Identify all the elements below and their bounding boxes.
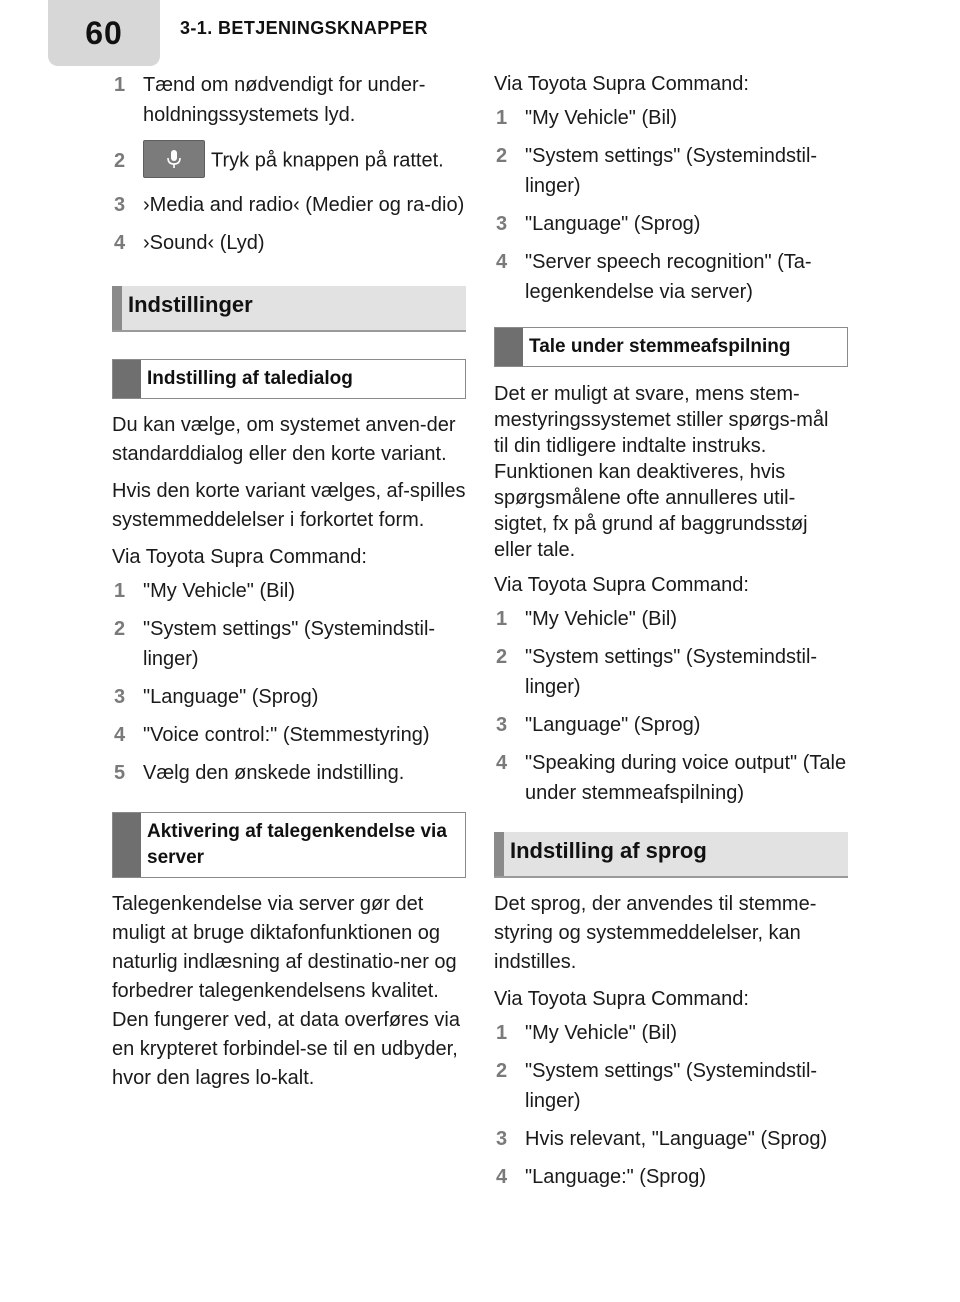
microphone-icon: [165, 149, 183, 169]
subheading-server-recognition: Aktivering af talegenkendelse via server: [112, 812, 466, 878]
step-item: 1 "My Vehicle" (Bil): [496, 1022, 678, 1044]
step-text: "Language" (Sprog): [525, 714, 701, 736]
paragraph: Via Toyota Supra Command:: [112, 546, 367, 568]
step-item: 4 "Voice control:" (Stemmestyring): [114, 724, 430, 746]
step-item: 2 "System settings" (Systemindstil-linger): [496, 145, 818, 197]
paragraph: Via Toyota Supra Command:: [494, 73, 749, 95]
page-number: 60: [85, 14, 123, 51]
left-column: [112, 66, 466, 1101]
paragraph: Hvis den korte variant vælges, af-spilles systemmeddelelser i forkortet form.: [112, 480, 466, 531]
step-item: 3 Hvis relevant, "Language" (Sprog): [496, 1128, 828, 1150]
step-text: "Language:" (Sprog): [525, 1166, 706, 1188]
step-item: 4 "Speaking during voice output" (Tale under stemmeafspilning): [496, 752, 847, 804]
step-item: 3 "Language" (Sprog): [496, 714, 701, 736]
step-text: "Server speech recognition" (Ta-legenkendelse via server): [525, 251, 812, 303]
step-item: 1 "My Vehicle" (Bil): [114, 580, 296, 602]
chapter-title: 3-1. BETJENINGSKNAPPER: [180, 18, 428, 38]
step-item: 3 "Language" (Sprog): [114, 686, 319, 708]
step-text: Tryk på knappen på rattet.: [211, 149, 444, 172]
step-text: "Voice control:" (Stemmestyring): [143, 724, 430, 746]
right-column: [494, 66, 848, 1200]
step-item: 3 ›Media and radio‹ (Medier og ra-dio): [114, 194, 465, 216]
step-text: ›Sound‹ (Lyd): [143, 232, 265, 254]
step-text: "System settings" (Systemindstil-linger): [525, 646, 818, 698]
step-text: Tænd om nødvendigt for under-holdningssystemets lyd.: [143, 74, 426, 126]
paragraph: Via Toyota Supra Command:: [494, 574, 749, 596]
step-text: "My Vehicle" (Bil): [525, 1022, 678, 1044]
step-item: 4 "Language:" (Sprog): [496, 1166, 706, 1188]
step-text: "Speaking during voice output" (Tale under stemmeafspilning): [525, 752, 847, 804]
steering-voice-button: [143, 140, 205, 178]
section-heading-sprog: Indstilling af sprog: [494, 832, 848, 878]
step-text: "System settings" (Systemindstil-linger): [525, 1060, 818, 1112]
step-item: 2 "System settings" (Systemindstil-linger): [496, 1060, 818, 1112]
step-text: "My Vehicle" (Bil): [525, 608, 678, 630]
paragraph: Du kan vælge, om systemet anven-der standarddialog eller den korte variant.: [112, 414, 456, 465]
step-text: "Language" (Sprog): [525, 213, 701, 235]
step-item: 2 Tryk på knappen på rattet.: [112, 144, 466, 178]
page-number-tab: [48, 0, 160, 66]
step-item: 4 "Server speech recognition" (Ta-legenkendelse via server): [496, 251, 812, 303]
step-item: 2 "System settings" (Systemindstil-linger): [114, 618, 436, 670]
step-text: Hvis relevant, "Language" (Sprog): [525, 1128, 828, 1150]
paragraph: Det sprog, der anvendes til stemme-styring og systemmeddelelser, kan indstilles.: [494, 893, 817, 973]
step-item: 1 Tænd om nødvendigt for under-holdningssystemets lyd.: [114, 74, 426, 126]
page-header: [0, 0, 960, 66]
step-item: 1 "My Vehicle" (Bil): [496, 107, 678, 129]
paragraph: Det er muligt at svare, mens stem-mestyringssystemet stiller spørgs-mål til din tidligere indtalte instruks. Funktionen kan deaktiveres, hvis spørgsmålene ofte annulleres util-sigtet, fx på grund af baggrundsstøj eller tale.: [494, 383, 829, 561]
step-item: 4 ›Sound‹ (Lyd): [114, 232, 265, 254]
step-text: ›Media and radio‹ (Medier og ra-dio): [143, 194, 465, 216]
step-text: "My Vehicle" (Bil): [143, 580, 296, 602]
step-item: 3 "Language" (Sprog): [496, 213, 701, 235]
step-item: 2 "System settings" (Systemindstil-linger): [496, 646, 818, 698]
section-heading-indstillinger: Indstillinger: [112, 286, 466, 332]
step-text: "My Vehicle" (Bil): [525, 107, 678, 129]
step-item: 1 "My Vehicle" (Bil): [496, 608, 678, 630]
subheading-tale-under-stemmeafspilning: Tale under stemmeafspilning: [494, 327, 848, 367]
step-text: Vælg den ønskede indstilling.: [143, 762, 405, 784]
subheading-taledialog: Indstilling af taledialog: [112, 359, 466, 399]
step-text: "Language" (Sprog): [143, 686, 319, 708]
step-item: 5 Vælg den ønskede indstilling.: [114, 762, 405, 784]
step-text: "System settings" (Systemindstil-linger): [143, 618, 436, 670]
paragraph: Talegenkendelse via server gør det muligt at bruge diktafonfunktionen og naturlig indlæsning af destinatio-ner og forbedrer talegenkendelsens kvalitet. Den fungerer ved, at data overføres via en krypteret forbindel-se til en udbyder, hvor den lagres lo-kalt.: [112, 893, 460, 1089]
paragraph: Via Toyota Supra Command:: [494, 988, 749, 1010]
step-text: "System settings" (Systemindstil-linger): [525, 145, 818, 197]
